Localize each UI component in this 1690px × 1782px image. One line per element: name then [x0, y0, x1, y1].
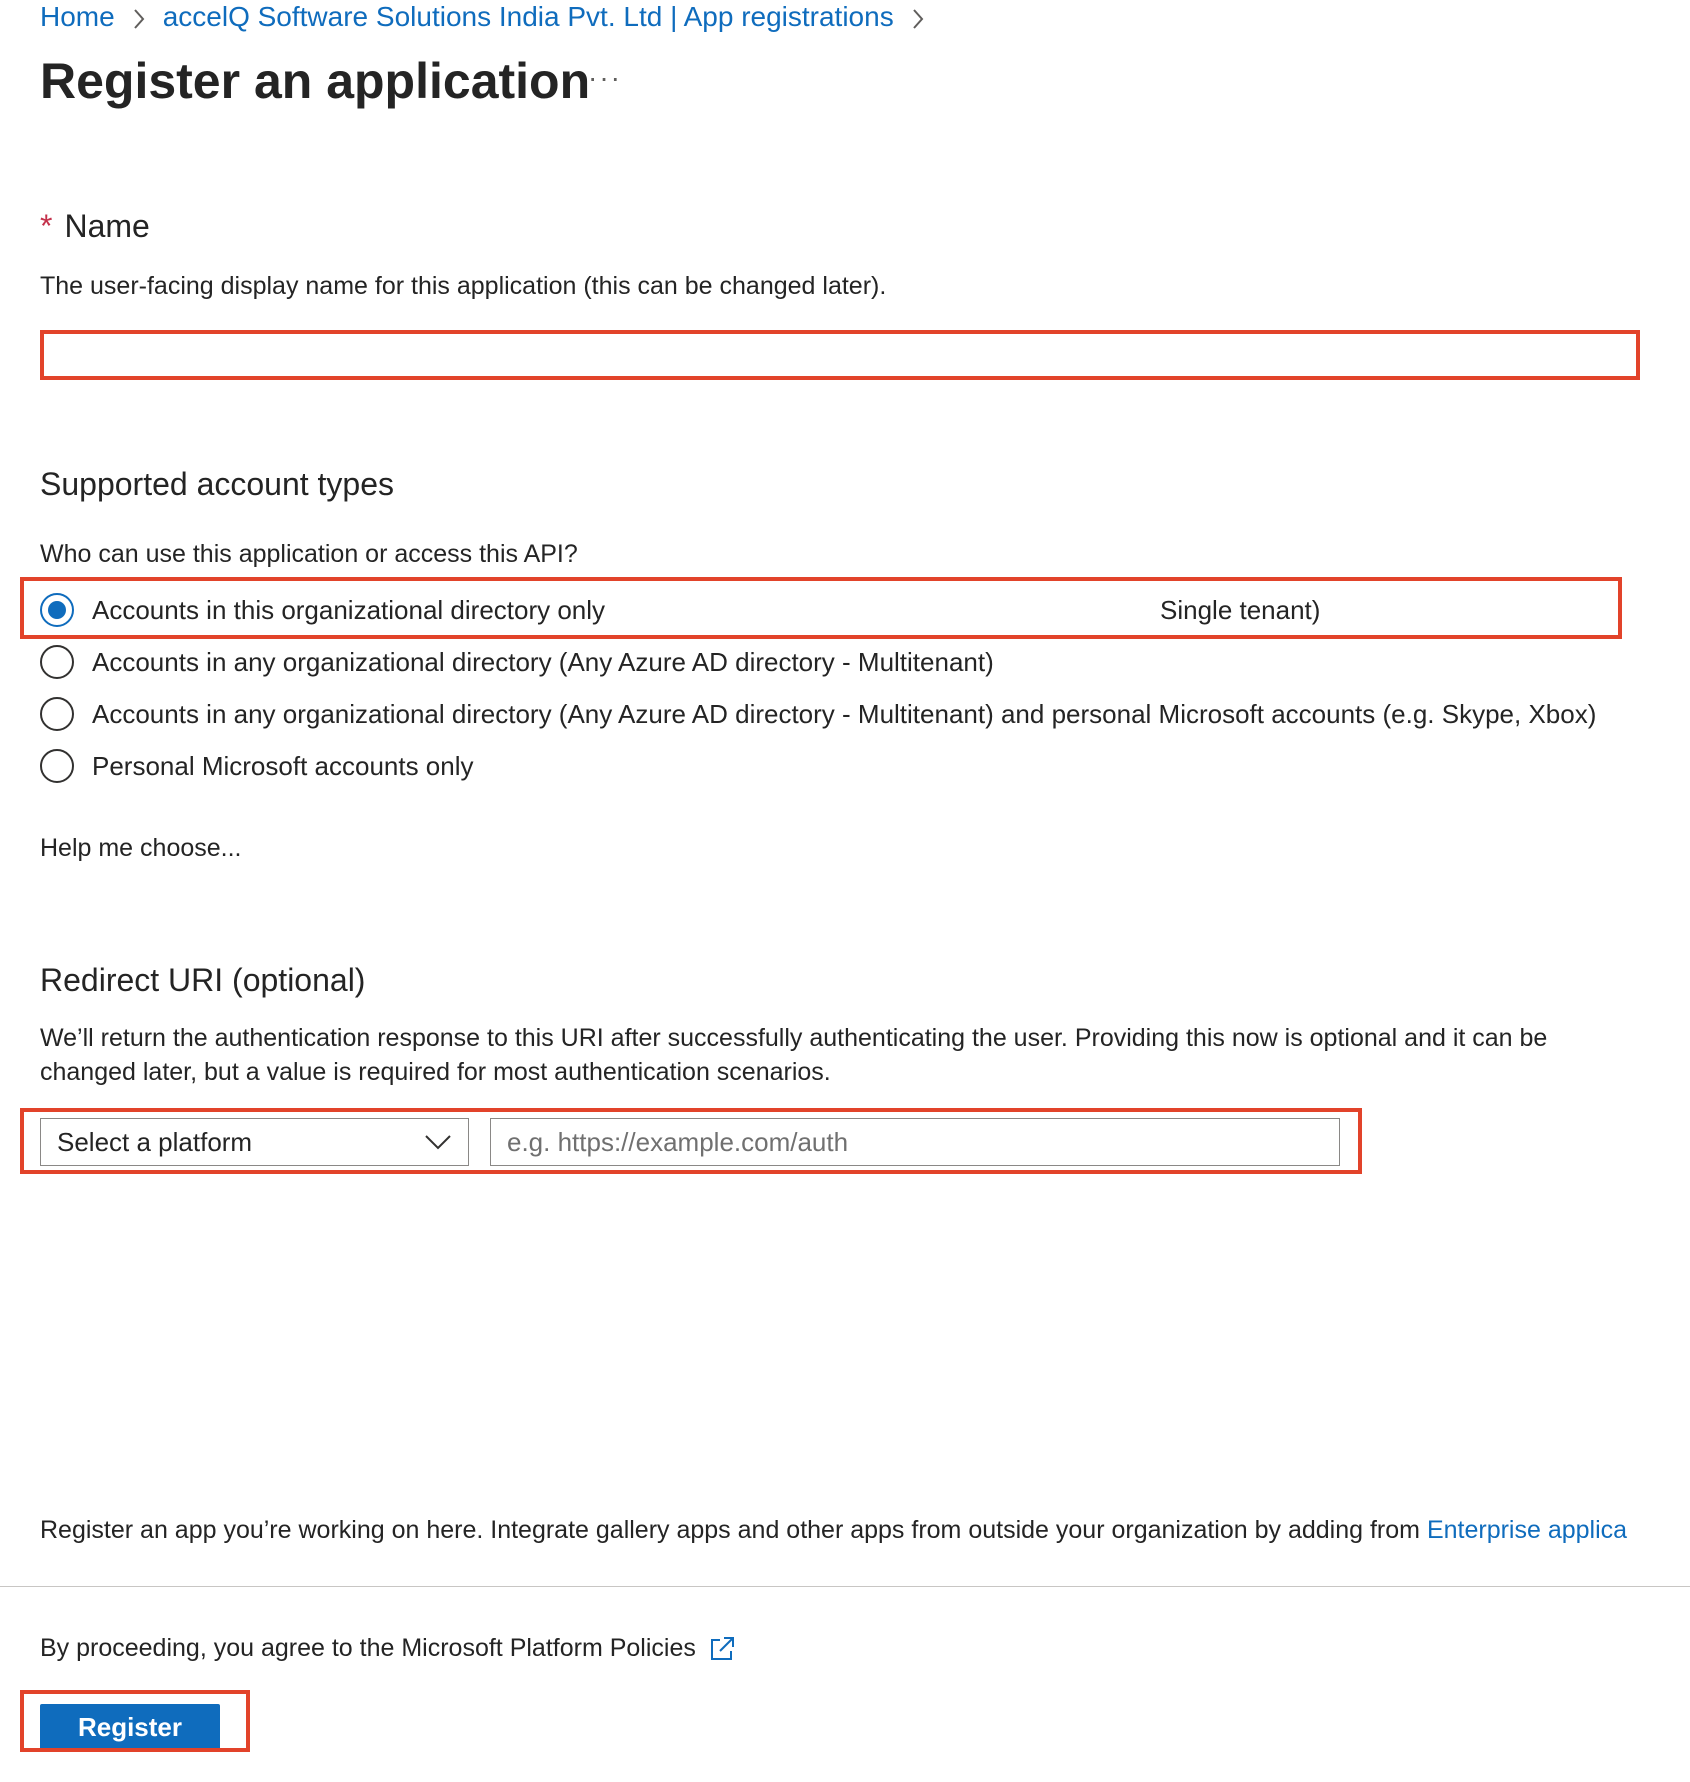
radio-unchecked-icon: [40, 645, 74, 679]
breadcrumb: [40, 0, 942, 34]
page-title: Register an application: [40, 53, 591, 109]
radio-option-personal-only[interactable]: [40, 746, 474, 786]
platform-policies-link-text: By proceeding, you agree to the Microsoft Platform Policies: [40, 1634, 696, 1662]
radio-label: Accounts in this organizational directory only: [92, 594, 606, 625]
redirect-uri-description-line2: changed later, but a value is required for most authentication scenarios.: [40, 1058, 831, 1086]
breadcrumb-app-registrations-link[interactable]: accelQ Software Solutions India Pvt. Ltd | App registrations: [162, 1, 894, 32]
radio-unchecked-icon: [40, 697, 74, 731]
chevron-right-icon: [894, 2, 942, 33]
redirect-uri-description-line1: We’ll return the authentication response to this URI after successfully authenticating the user. Providing this now is optional and it can be: [40, 1024, 1548, 1052]
name-label: [40, 208, 150, 245]
external-link-icon: [708, 1635, 736, 1663]
register-button[interactable]: Register: [40, 1704, 220, 1750]
radio-label: Personal Microsoft accounts only: [92, 750, 474, 781]
platform-select[interactable]: [40, 1118, 469, 1166]
radio-unchecked-icon: [40, 749, 74, 783]
name-input[interactable]: [40, 330, 1638, 378]
radio-label-suffix: Single tenant): [1160, 594, 1321, 625]
chevron-down-icon: [424, 1133, 452, 1151]
radio-option-multitenant-personal[interactable]: [40, 694, 1596, 734]
account-types-question: Who can use this application or access this API?: [40, 540, 578, 568]
breadcrumb-home-link[interactable]: Home: [40, 1, 115, 32]
required-mark: *: [40, 208, 53, 244]
radio-option-single-tenant[interactable]: [40, 590, 1600, 630]
radio-label: Accounts in any organizational directory (Any Azure AD directory - Multitenant) and personal Microsoft accounts (e.g. Skype, Xbox): [92, 698, 1597, 729]
radio-checked-icon: [40, 593, 74, 627]
radio-option-multitenant[interactable]: [40, 642, 994, 682]
radio-label: Accounts in any organizational directory (Any Azure AD directory - Multitenant): [92, 646, 994, 677]
name-label-text: Name: [64, 208, 150, 244]
platform-policies-link[interactable]: [40, 1634, 736, 1663]
help-me-choose-link[interactable]: Help me choose...: [40, 834, 242, 862]
chevron-right-icon: [115, 2, 163, 33]
account-types-heading: Supported account types: [40, 466, 395, 502]
footer-note: [40, 1516, 1627, 1545]
more-options-icon[interactable]: ···: [588, 62, 622, 93]
footer-note-text: Register an app you’re working on here. Integrate gallery apps and other apps from outside your organization by adding from: [40, 1516, 1427, 1544]
divider: [0, 1586, 1690, 1587]
redirect-uri-input[interactable]: [490, 1118, 1340, 1166]
platform-select-value: Select a platform: [57, 1126, 253, 1157]
redirect-uri-heading: Redirect URI (optional): [40, 962, 366, 998]
enterprise-applications-link[interactable]: Enterprise applica: [1426, 1516, 1628, 1544]
name-description: The user-facing display name for this application (this can be changed later).: [40, 272, 887, 300]
